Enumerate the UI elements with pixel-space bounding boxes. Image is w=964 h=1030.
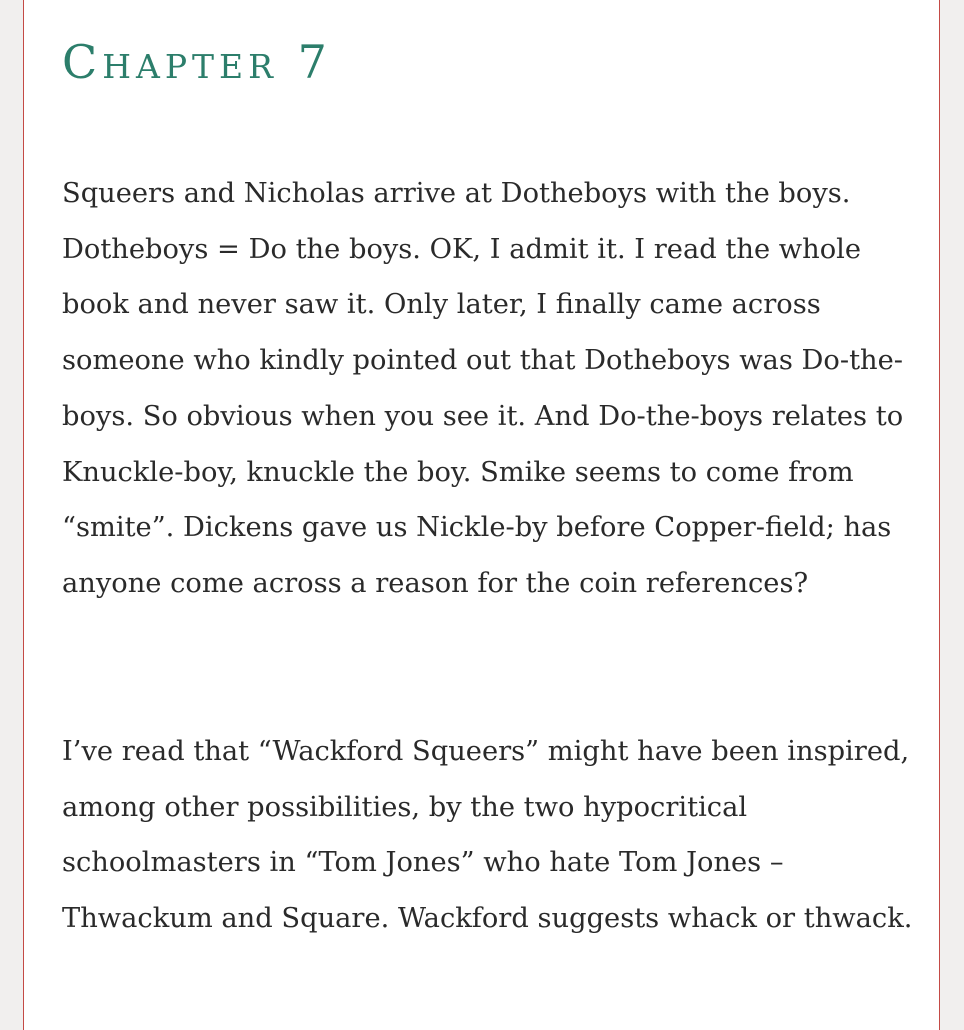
page-card — [23, 0, 940, 1030]
chapter-initial: C — [62, 35, 103, 89]
paragraph-1: Squeers and Nicholas arrive at Dotheboys with the boys. Dotheboys = Do the boys. OK, I admit it. I read the whole book and never saw it. Only later, I finally came across someone who kindly pointed out that Dotheboys was Do-the-boys. So obvious when you see it. And Do-the-boys relates to Knuckle-boy, knuckle the boy. Smike seems to come from “smite”. Dickens gave us Nickle-by before Copper-field; has anyone come across a reason for the coin references? — [62, 178, 904, 599]
chapter-heading — [62, 34, 332, 95]
chapter-word: HAPTER — [102, 47, 278, 86]
paragraph-2: I’ve read that “Wackford Squeers” might have been inspired, among other possibilities, by the two hypocritical schoolmasters in “Tom Jones” who hate Tom Jones – Thwackum and Square. Wackford suggests whack or thwack. — [62, 736, 913, 935]
chapter-number: 7 — [297, 35, 332, 89]
